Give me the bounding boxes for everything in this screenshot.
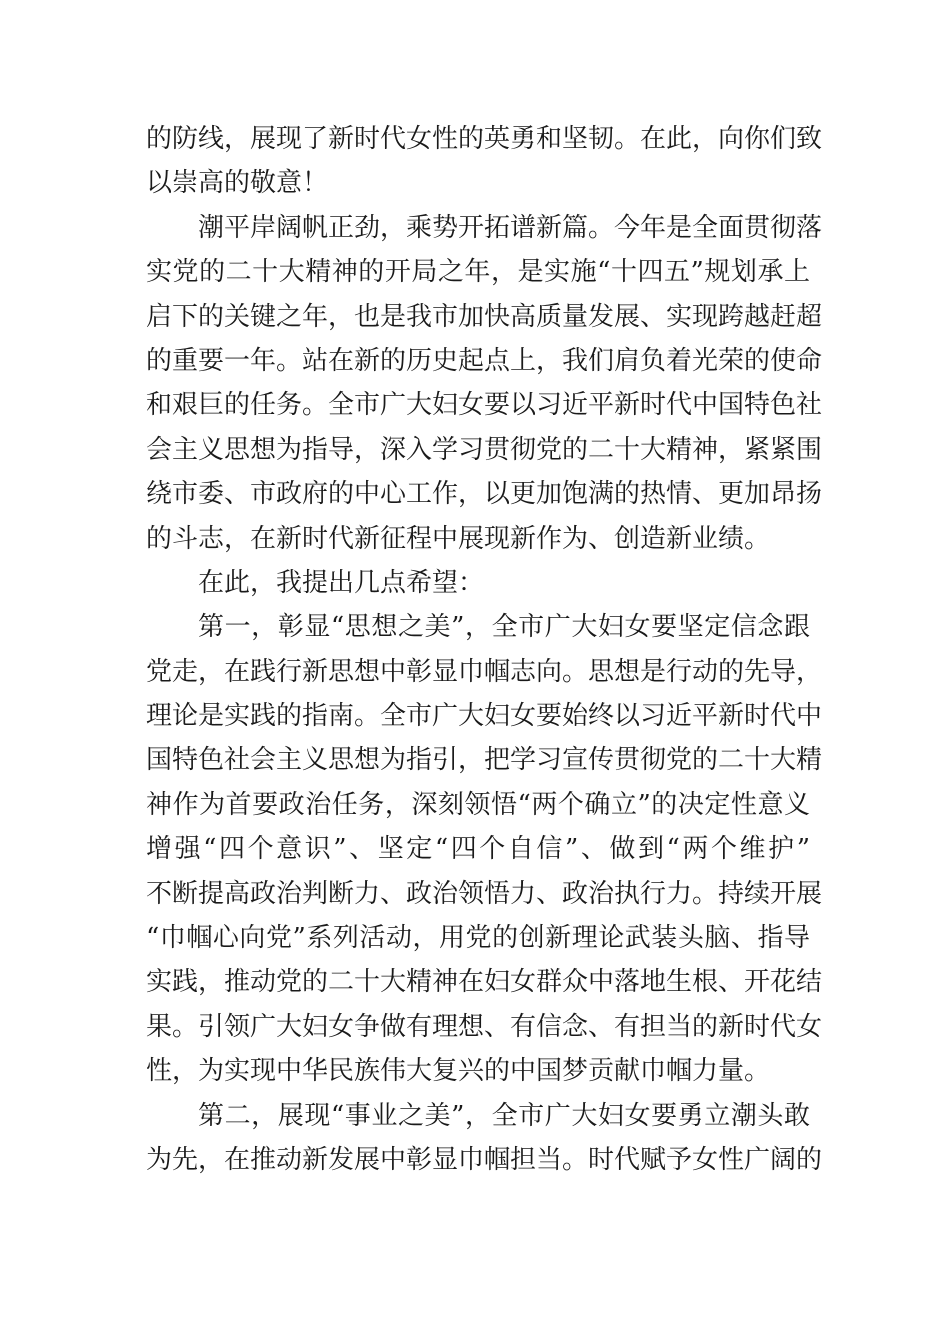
text-line: 会主义思想为指导，深入学习贯彻党的二十大精神，紧紧围: [146, 434, 823, 465]
text-line: 党走，在践行新思想中彰显巾帼志向。思想是行动的先导，: [146, 656, 823, 687]
text-line: 的重要一年。站在新的历史起点上，我们肩负着光荣的使命: [146, 345, 823, 376]
text-line: 增强“四个意识”、坚定“四个自信”、做到“两个维护”: [146, 834, 810, 865]
text-line: 神作为首要政治任务，深刻领悟“两个确立”的决定性意义: [146, 789, 810, 820]
body-text: [146, 117, 823, 1182]
paragraph-start-line: 在此，我提出几点希望：: [198, 567, 485, 598]
text-line: 为先，在推动新发展中彰显巾帼担当。时代赋予女性广阔的: [146, 1144, 823, 1175]
text-line: 的防线，展现了新时代女性的英勇和坚韧。在此，向你们致: [146, 124, 823, 154]
text-line: 不断提高政治判断力、政治领悟力、政治执行力。持续开展: [146, 878, 823, 909]
text-line: 理论是实践的指南。全市广大妇女要始终以习近平新时代中: [146, 701, 823, 732]
text-line: 实党的二十大精神的开局之年，是实施“十四五”规划承上: [146, 257, 810, 288]
text-line: 以崇高的敬意！: [146, 168, 329, 199]
text-line: 实践，推动党的二十大精神在妇女群众中落地生根、开花结: [146, 967, 823, 998]
paragraph-start-line: 潮平岸阔帆正劲，乘势开拓谱新篇。今年是全面贯彻落: [198, 212, 823, 243]
paragraph-start-line: 第一，彰显“思想之美”，全市广大妇女要坚定信念跟: [198, 612, 810, 643]
text-line: 的斗志，在新时代新征程中展现新作为、创造新业绩。: [146, 523, 771, 554]
text-line: 果。引领广大妇女争做有理想、有信念、有担当的新时代女: [146, 1011, 823, 1042]
text-line: 性，为实现中华民族伟大复兴的中国梦贡献巾帼力量。: [146, 1056, 771, 1087]
text-line: “巾帼心向党”系列活动，用党的创新理论武装头脑、指导: [146, 923, 810, 954]
text-line: 绕市委、市政府的中心工作，以更加饱满的热情、更加昂扬: [146, 479, 823, 510]
paragraph-start-line: 第二，展现“事业之美”，全市广大妇女要勇立潮头敢: [198, 1100, 810, 1131]
text-line: 国特色社会主义思想为指引，把学习宣传贯彻党的二十大精: [146, 745, 823, 776]
text-line: 和艰巨的任务。全市广大妇女要以习近平新时代中国特色社: [146, 390, 823, 421]
text-line: 启下的关键之年，也是我市加快高质量发展、实现跨越赶超: [146, 301, 823, 332]
